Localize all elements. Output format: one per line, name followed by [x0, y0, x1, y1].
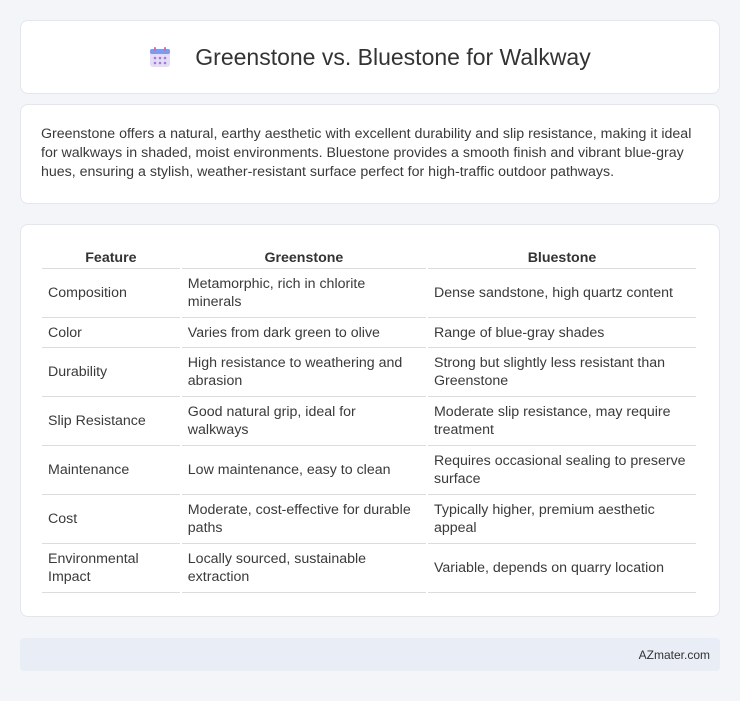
greenstone-cell: High resistance to weathering and abrasion: [182, 348, 426, 397]
feature-cell: Color: [42, 318, 180, 348]
greenstone-cell: Low maintenance, easy to clean: [182, 446, 426, 495]
intro-card: [20, 104, 720, 204]
feature-cell: Slip Resistance: [42, 397, 180, 446]
table-card: [20, 224, 720, 617]
greenstone-cell: Moderate, cost-effective for durable paths: [182, 495, 426, 544]
table-row: [42, 544, 696, 593]
table-row: [42, 348, 696, 397]
feature-cell: Maintenance: [42, 446, 180, 495]
feature-cell: Environmental Impact: [42, 544, 180, 593]
table-row: [42, 318, 696, 348]
greenstone-cell: Locally sourced, sustainable extraction: [182, 544, 426, 593]
bluestone-cell: Requires occasional sealing to preserve surface: [428, 446, 696, 495]
footer-bar: [20, 638, 720, 671]
bluestone-cell: Typically higher, premium aesthetic appeal: [428, 495, 696, 544]
greenstone-cell: Varies from dark green to olive: [182, 318, 426, 348]
table-row: [42, 269, 696, 318]
greenstone-cell: Metamorphic, rich in chlorite minerals: [182, 269, 426, 318]
bluestone-cell: Dense sandstone, high quartz content: [428, 269, 696, 318]
feature-cell: Cost: [42, 495, 180, 544]
intro-text: Greenstone offers a natural, earthy aesthetic with excellent durability and slip resistance, making it ideal for walkways in shaded, moist environments. Bluestone provides a smooth finish and vibrant blue-gray hues, ensuring a stylish, weather-resistant surface perfect for high-traffic outdoor pathways.: [41, 126, 692, 180]
bluestone-cell: Variable, depends on quarry location: [428, 544, 696, 593]
bluestone-cell: Moderate slip resistance, may require treatment: [428, 397, 696, 446]
feature-cell: Durability: [42, 348, 180, 397]
table-row: [42, 397, 696, 446]
footer-brand: AZmater.com: [638, 647, 710, 662]
header-bluestone: Bluestone: [428, 245, 696, 269]
comparison-table: [40, 245, 698, 593]
calendar-icon: [149, 46, 171, 68]
bluestone-cell: Range of blue-gray shades: [428, 318, 696, 348]
header-greenstone: Greenstone: [182, 245, 426, 269]
greenstone-cell: Good natural grip, ideal for walkways: [182, 397, 426, 446]
table-header-row: [42, 245, 696, 269]
title-card: [20, 20, 720, 94]
table-row: [42, 446, 696, 495]
table-row: [42, 495, 696, 544]
feature-cell: Composition: [42, 269, 180, 318]
bluestone-cell: Strong but slightly less resistant than Greenstone: [428, 348, 696, 397]
header-feature: Feature: [42, 245, 180, 269]
page-title: Greenstone vs. Bluestone for Walkway: [195, 43, 591, 70]
